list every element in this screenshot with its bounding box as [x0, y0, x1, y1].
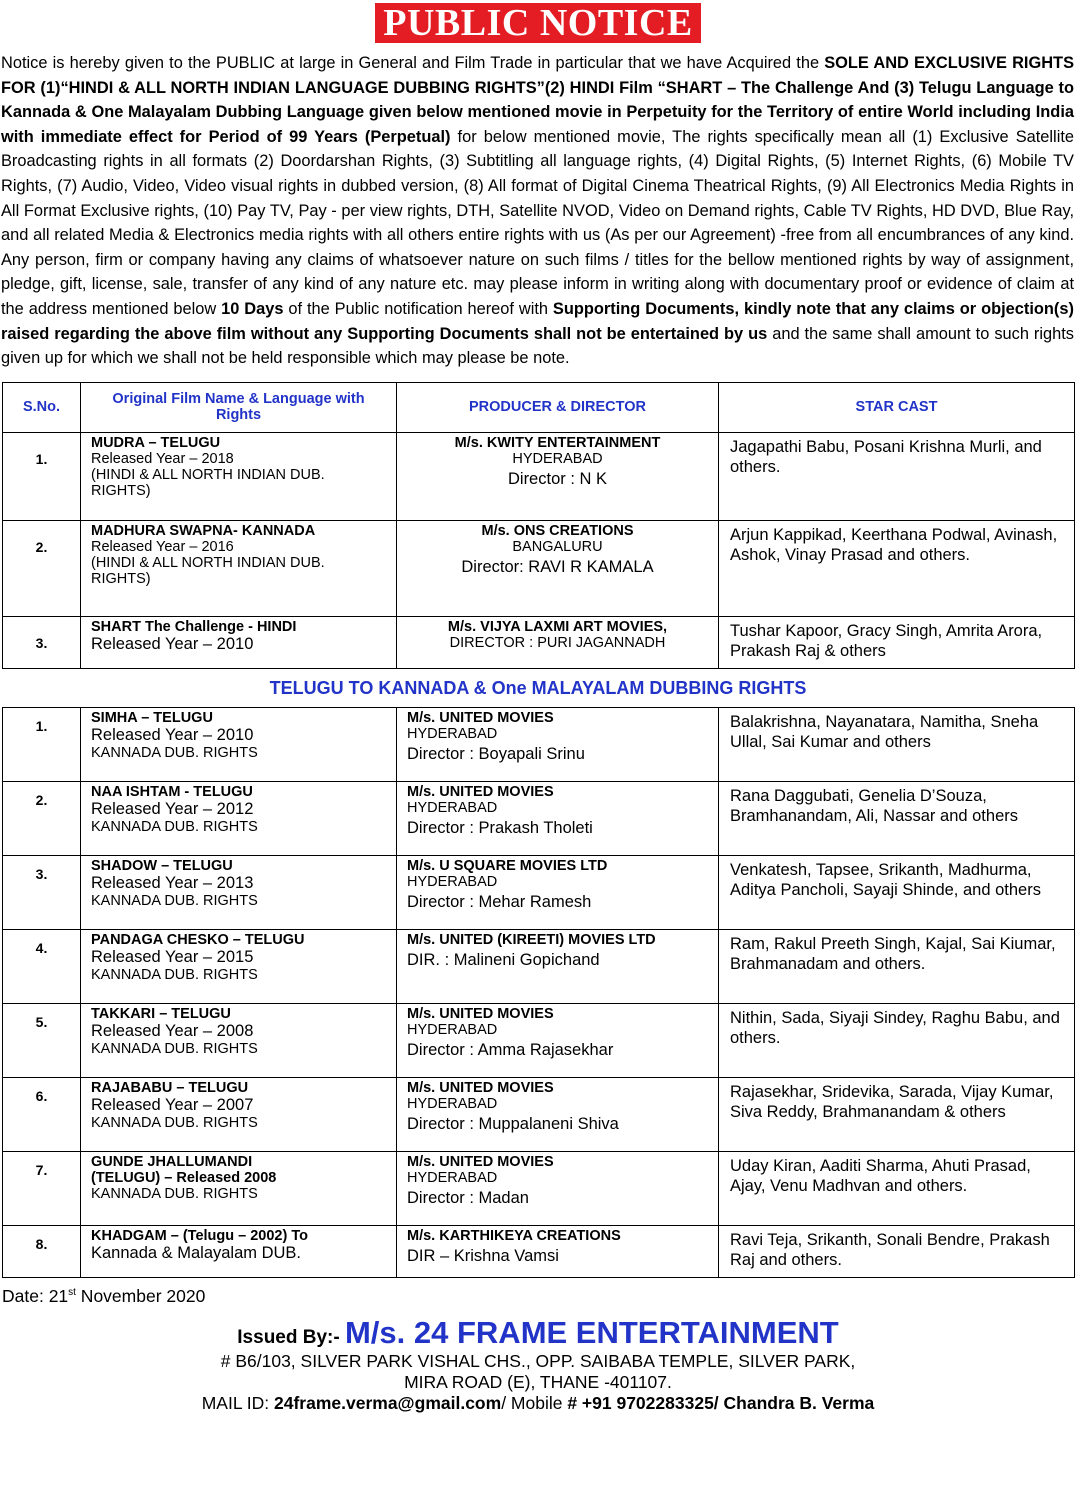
row-cast: Ram, Rakul Preeth Singh, Kajal, Sai Kiumar, Brahmanadam and others. [719, 929, 1075, 1003]
producer-director: Director : N K [507, 469, 608, 488]
row-film [81, 432, 397, 520]
producer-company: M/s. KWITY ENTERTAINMENT [454, 434, 661, 451]
films-table-dubbing [2, 707, 1075, 1278]
producer-director: Director : Madan [407, 1188, 529, 1207]
paragraph-segment: and the same shall amount to such rights given up for which we shall not be held responsible which may please be note. [1, 324, 1074, 368]
film-year: Released Year – 2016 [91, 538, 234, 555]
film-name: SIMHA – TELUGU [91, 709, 213, 726]
film-rights: KANNADA DUB. RIGHTS [91, 818, 258, 835]
film-rights: KANNADA DUB. RIGHTS [91, 1040, 258, 1057]
paragraph-segment: Supporting Documents, kindly note that any claims or objection(s) raised regarding the above film without any Supporting Documents shall not be entertained by us [1, 299, 1074, 343]
notice-date [2, 1286, 1076, 1307]
row-sno: 2. [3, 781, 81, 855]
row-sno: 1. [3, 707, 81, 781]
producer-company: M/s. UNITED (KIREETI) MOVIES LTD [407, 931, 656, 948]
address-line-1: # B6/103, SILVER PARK VISHAL CHS., OPP. SAIBABA TEMPLE, SILVER PARK, [220, 1350, 856, 1371]
row-cast: Nithin, Sada, Siyaji Sindey, Raghu Babu, and others. [719, 1003, 1075, 1077]
row-producer [397, 1225, 719, 1277]
row-producer [397, 1151, 719, 1225]
producer-company: M/s. UNITED MOVIES [407, 783, 554, 800]
row-film [81, 520, 397, 616]
row-film [81, 1003, 397, 1077]
producer-city: HYDERABAD [407, 1095, 498, 1112]
producer-director: Director: RAVI R KAMALA [461, 557, 654, 576]
table-row [3, 1225, 1075, 1277]
row-producer [397, 707, 719, 781]
producer-director: Director : Mehar Ramesh [407, 892, 592, 911]
table-row [3, 432, 1075, 520]
table-row [3, 520, 1075, 616]
notice-paragraph [1, 51, 1074, 371]
table-row [3, 1003, 1075, 1077]
film-rights: (HINDI & ALL NORTH INDIAN DUB. RIGHTS) [91, 466, 325, 499]
row-cast: Venkatesh, Tapsee, Srikanth, Madhurma, Aditya Pancholi, Sayaji Shinde, and others [719, 855, 1075, 929]
producer-company: M/s. VIJYA LAXMI ART MOVIES, [447, 618, 668, 635]
row-film [81, 1151, 397, 1225]
table-row [3, 707, 1075, 781]
row-cast: Arjun Kappikad, Keerthana Podwal, Avinash, Ashok, Vinay Prasad and others. [719, 520, 1075, 616]
producer-company: M/s. U SQUARE MOVIES LTD [407, 857, 608, 874]
film-year: Released Year – 2007 [91, 1095, 254, 1114]
film-year: Released Year – 2012 [91, 799, 254, 818]
contact-line [0, 1393, 1076, 1414]
film-rights: KANNADA DUB. RIGHTS [91, 744, 258, 761]
producer-city: HYDERABAD [407, 1169, 498, 1186]
producer-city: HYDERABAD [512, 450, 603, 467]
producer-city: HYDERABAD [407, 873, 498, 890]
row-sno: 3. [3, 616, 81, 668]
paragraph-segment: for below mentioned movie, The rights specifically mean all (1) Exclusive Satellite Broadcasting rights in all formats (2) Doordarshan Rights, (3) Subtitling all language rights, (4) Digital Rights, (5) Internet Rights, (6) Mobile TV Rights, (7) Audio, Video, Video visual rights in dubbed version, (8) All format of Digital Cinema Theatrical Rights, (9) All Electronics Media Rights in All Format Exclusive rights, (10) Pay TV, Pay - per view rights, DTH, Satellite NVOD, Video on Demand rights, Cable TV Rights, HD DVD, Blue Ray, and all related Media & Electronics media rights with all others entire rights with us (As per our Agreement) -free from all encumbrances of any kind. Any person, firm or company having any claims of whatsoever nature on such films / titles for the bellow mentioned rights by way of assignment, pledge, gift, license, sale, transfer of any kind of any nature etc. may please inform in writing along with documentary proof or evidence of claim at the address mentioned below [1, 127, 1075, 318]
film-name: RAJABABU – TELUGU [91, 1079, 249, 1096]
row-producer [397, 520, 719, 616]
row-film [81, 616, 397, 668]
producer-city: DIRECTOR : PURI JAGANNADH [449, 634, 666, 651]
row-film [81, 929, 397, 1003]
film-year: Released Year – 2015 [91, 947, 254, 966]
producer-director: Director : Prakash Tholeti [407, 818, 593, 837]
film-name: SHADOW – TELUGU [91, 857, 233, 874]
row-cast: Balakrishna, Nayanatara, Namitha, Sneha Ullal, Sai Kumar and others [719, 707, 1075, 781]
film-year: Released Year – 2008 [91, 1021, 254, 1040]
row-sno: 4. [3, 929, 81, 1003]
issued-by [0, 1315, 1076, 1351]
issuer-company: M/s. 24 FRAME ENTERTAINMENT [344, 1314, 839, 1350]
film-rights: KANNADA DUB. RIGHTS [91, 892, 258, 909]
row-producer [397, 432, 719, 520]
film-rights: KANNADA DUB. RIGHTS [91, 1185, 258, 1202]
film-name: TAKKARI – TELUGU [91, 1005, 231, 1022]
table-row [3, 855, 1075, 929]
row-film [81, 781, 397, 855]
date-sup: st [68, 1286, 76, 1298]
header-cast: STAR CAST [719, 382, 1075, 432]
producer-city: HYDERABAD [407, 725, 498, 742]
table-row [3, 929, 1075, 1003]
film-name: KHADGAM – (Telugu – 2002) To [91, 1227, 308, 1244]
row-sno: 3. [3, 855, 81, 929]
producer-company: M/s. ONS CREATIONS [481, 522, 634, 539]
row-cast: Uday Kiran, Aaditi Sharma, Ahuti Prasad, Ajay, Venu Madhvan and others. [719, 1151, 1075, 1225]
row-sno: 6. [3, 1077, 81, 1151]
mail-label: MAIL ID: [201, 1392, 274, 1413]
row-film [81, 855, 397, 929]
film-rights: KANNADA DUB. RIGHTS [91, 966, 258, 983]
row-sno: 7. [3, 1151, 81, 1225]
notice-title-wrap [0, 0, 1076, 45]
row-producer [397, 1077, 719, 1151]
paragraph-segment: Notice is hereby given to the PUBLIC at large in General and Film Trade in particular that we have Acquired the [1, 54, 825, 72]
film-name: NAA ISHTAM - TELUGU [91, 783, 253, 800]
mobile-label: / Mobile [501, 1392, 568, 1413]
table-row [3, 1077, 1075, 1151]
producer-director: Director : Boyapali Srinu [407, 744, 585, 763]
row-producer [397, 929, 719, 1003]
email: 24frame.verma@gmail.com [274, 1392, 502, 1413]
row-sno: 5. [3, 1003, 81, 1077]
row-cast: Rajasekhar, Sridevika, Sarada, Vijay Kumar, Siva Reddy, Brahmanandam & others [719, 1077, 1075, 1151]
row-film [81, 1225, 397, 1277]
producer-company: M/s. UNITED MOVIES [407, 709, 554, 726]
table-row [3, 1151, 1075, 1225]
section-title-dubbing: TELUGU TO KANNADA & One MALAYALAM DUBBING RIGHTS [269, 677, 807, 698]
film-year: Kannada & Malayalam DUB. [91, 1243, 302, 1262]
row-cast: Ravi Teja, Srikanth, Sonali Bendre, Prakash Raj and others. [719, 1225, 1075, 1277]
film-rights: (HINDI & ALL NORTH INDIAN DUB. RIGHTS) [91, 554, 325, 587]
row-film [81, 1077, 397, 1151]
address-line-2: MIRA ROAD (E), THANE -401107. [404, 1371, 672, 1392]
row-cast: Jagapathi Babu, Posani Krishna Murli, and others. [719, 432, 1075, 520]
row-cast: Rana Daggubati, Genelia D’Souza, Bramhanandam, Ali, Nassar and others [719, 781, 1075, 855]
film-year: Released Year – 2018 [91, 450, 234, 467]
notice-title: PUBLIC NOTICE [375, 3, 701, 43]
row-producer [397, 781, 719, 855]
header-sno: S.No. [3, 382, 81, 432]
header-film: Original Film Name & Language with Rights [81, 382, 397, 432]
paragraph-segment: 10 Days [221, 299, 284, 318]
producer-director: Director : Amma Rajasekhar [407, 1040, 614, 1059]
producer-company: M/s. UNITED MOVIES [407, 1153, 554, 1170]
producer-director: DIR – Krishna Vamsi [407, 1246, 559, 1265]
films-table-hindi [2, 382, 1075, 669]
table-header-row [3, 382, 1075, 432]
film-year: Released Year – 2010 [91, 725, 254, 744]
producer-city: BANGALURU [512, 538, 603, 555]
film-name: PANDAGA CHESKO – TELUGU [91, 931, 305, 948]
producer-company: M/s. UNITED MOVIES [407, 1079, 554, 1096]
row-producer [397, 855, 719, 929]
film-name: MADHURA SWAPNA- KANNADA [91, 522, 316, 539]
issued-label: Issued By:- [237, 1326, 345, 1348]
paragraph-segment: SOLE AND EXCLUSIVE RIGHTS FOR (1)“HINDI & ALL NORTH INDIAN LANGUAGE DUBBING RIGHTS”(2) HINDI Film “SHART – The Challenge And (3) Telugu Language to Kannada & One Malayalam Dubbing Language given below mentioned movie in Perpetuity for the Territory of entire World including India with immediate effect for Period of 99 Years (Perpetual) [1, 54, 1074, 146]
film-name: GUNDE JHALLUMANDI [91, 1153, 253, 1170]
mobile: # +91 9702283325/ Chandra B. Verma [567, 1392, 875, 1413]
row-producer [397, 616, 719, 668]
producer-city: HYDERABAD [407, 1021, 498, 1038]
film-name: SHART The Challenge - HINDI [91, 618, 297, 635]
row-sno: 2. [3, 520, 81, 616]
row-cast: Tushar Kapoor, Gracy Singh, Amrita Arora, Prakash Raj & others [719, 616, 1075, 668]
film-rights: KANNADA DUB. RIGHTS [91, 1114, 258, 1131]
header-producer: PRODUCER & DIRECTOR [397, 382, 719, 432]
row-producer [397, 1003, 719, 1077]
table-row [3, 781, 1075, 855]
film-name-2: (TELUGU) – Released 2008 [91, 1169, 277, 1186]
row-sno: 8. [3, 1225, 81, 1277]
producer-company: M/s. KARTHIKEYA CREATIONS [407, 1227, 621, 1244]
film-name: MUDRA – TELUGU [91, 434, 221, 451]
producer-director: Director : Muppalaneni Shiva [407, 1114, 619, 1133]
table-row [3, 616, 1075, 668]
producer-city: HYDERABAD [407, 799, 498, 816]
row-sno: 1. [3, 432, 81, 520]
date-suffix: November 2020 [75, 1285, 206, 1306]
paragraph-segment: of the Public notification hereof with [283, 299, 553, 318]
row-film [81, 707, 397, 781]
film-year: Released Year – 2010 [91, 634, 254, 653]
date-prefix: Date: 21 [2, 1285, 69, 1306]
producer-director: DIR. : Malineni Gopichand [407, 950, 600, 969]
film-year: Released Year – 2013 [91, 873, 254, 892]
producer-company: M/s. UNITED MOVIES [407, 1005, 554, 1022]
